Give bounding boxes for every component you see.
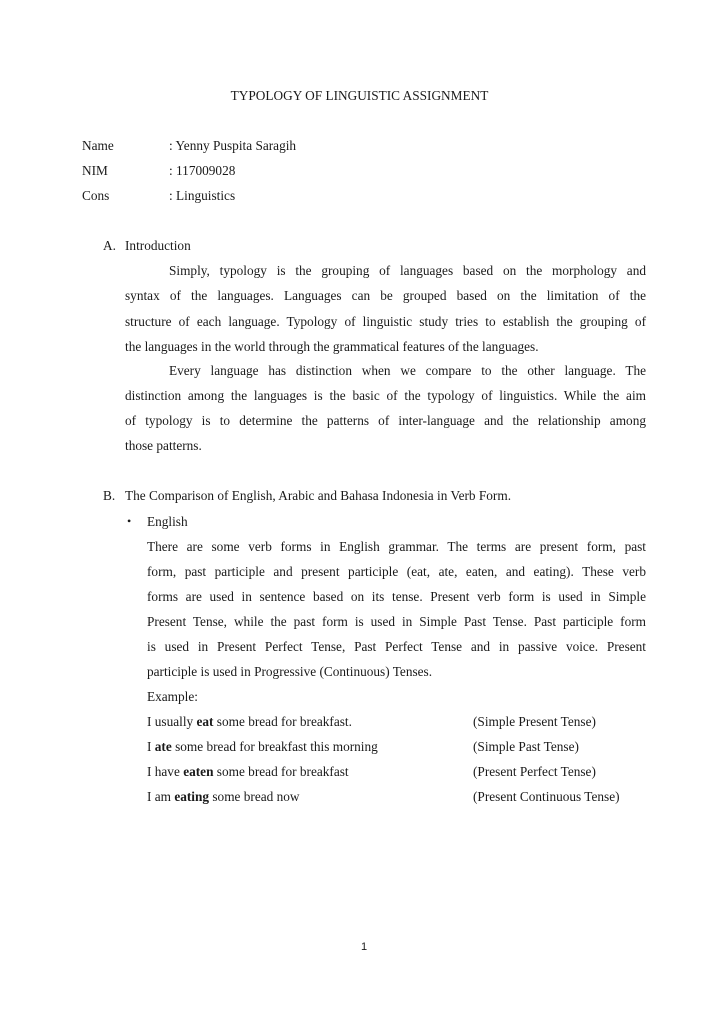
section-a-heading: Introduction: [125, 238, 191, 253]
document-title: TYPOLOGY OF LINGUISTIC ASSIGNMENT: [230, 88, 489, 103]
section-a-line: Simply, typology is the grouping of languages based on the morphology and: [169, 263, 646, 278]
example-sentence: [147, 739, 378, 755]
example-tense: (Present Perfect Tense): [473, 764, 596, 779]
example-pre: I: [147, 739, 155, 754]
section-a-marker: A.: [103, 238, 116, 253]
example-tense: (Present Continuous Tense): [473, 789, 620, 804]
example-tense: (Simple Past Tense): [473, 739, 579, 754]
section-b-line: is used in Present Perfect Tense, Past Perfect Tense and in passive voice. Present: [147, 639, 646, 654]
example-tense: (Simple Present Tense): [473, 714, 596, 729]
example-verb: eat: [196, 714, 214, 729]
section-a-line: the languages in the world through the grammatical features of the languages.: [125, 339, 539, 354]
section-b-line: There are some verb forms in English grammar. The terms are present form, past: [147, 539, 646, 554]
example-label: Example:: [147, 689, 198, 704]
example-post: some bread now: [209, 789, 300, 804]
bullet-icon: •: [127, 514, 132, 528]
info-label-name: Name: [82, 138, 114, 153]
section-b-line: participle is used in Progressive (Continuous) Tenses.: [147, 664, 433, 679]
example-verb: ate: [154, 739, 172, 754]
section-b-line: forms are used in sentence based on its tense. Present verb form is used in Simple: [147, 589, 646, 604]
section-a-line: distinction among the languages is the basic of the typology of linguistics. While the aim: [125, 388, 646, 403]
example-pre: I am: [147, 789, 175, 804]
page-number: 1: [360, 941, 368, 953]
section-b-heading: The Comparison of English, Arabic and Bahasa Indonesia in Verb Form.: [125, 488, 512, 503]
example-pre: I have: [147, 764, 184, 779]
example-sentence: [147, 714, 352, 730]
example-pre: I usually: [147, 714, 197, 729]
example-post: some bread for breakfast this morning: [171, 739, 378, 754]
section-a-line: of typology is to determine the patterns of inter-language and the relationship among: [125, 413, 646, 428]
info-value-name: : Yenny Puspita Saragih: [169, 138, 297, 153]
example-post: some bread for breakfast.: [213, 714, 352, 729]
section-a-line: those patterns.: [125, 438, 202, 453]
example-verb: eating: [174, 789, 210, 804]
section-b-marker: B.: [103, 488, 116, 503]
section-a-line: syntax of the languages. Languages can be grouped based on the limitation of the: [125, 288, 646, 303]
example-verb: eaten: [183, 764, 214, 779]
example-sentence: [147, 789, 300, 805]
section-a-line: structure of each language. Typology of linguistic study tries to establish the grouping of: [125, 314, 646, 329]
info-label-nim: NIM: [82, 163, 108, 178]
section-b-line: form, past participle and present participle (eat, ate, eaten, and eating). These verb: [147, 564, 646, 579]
section-b-line: Present Tense, while the past form is used in Simple Past Tense. Past participle form: [147, 614, 646, 629]
example-post: some bread for breakfast: [213, 764, 349, 779]
bullet-label: English: [147, 514, 188, 529]
example-sentence: [147, 764, 349, 780]
section-a-line: Every language has distinction when we compare to the other language. The: [169, 363, 646, 378]
info-label-cons: Cons: [82, 188, 110, 203]
info-value-nim: : 117009028: [169, 163, 236, 178]
info-value-cons: : Linguistics: [169, 188, 236, 203]
